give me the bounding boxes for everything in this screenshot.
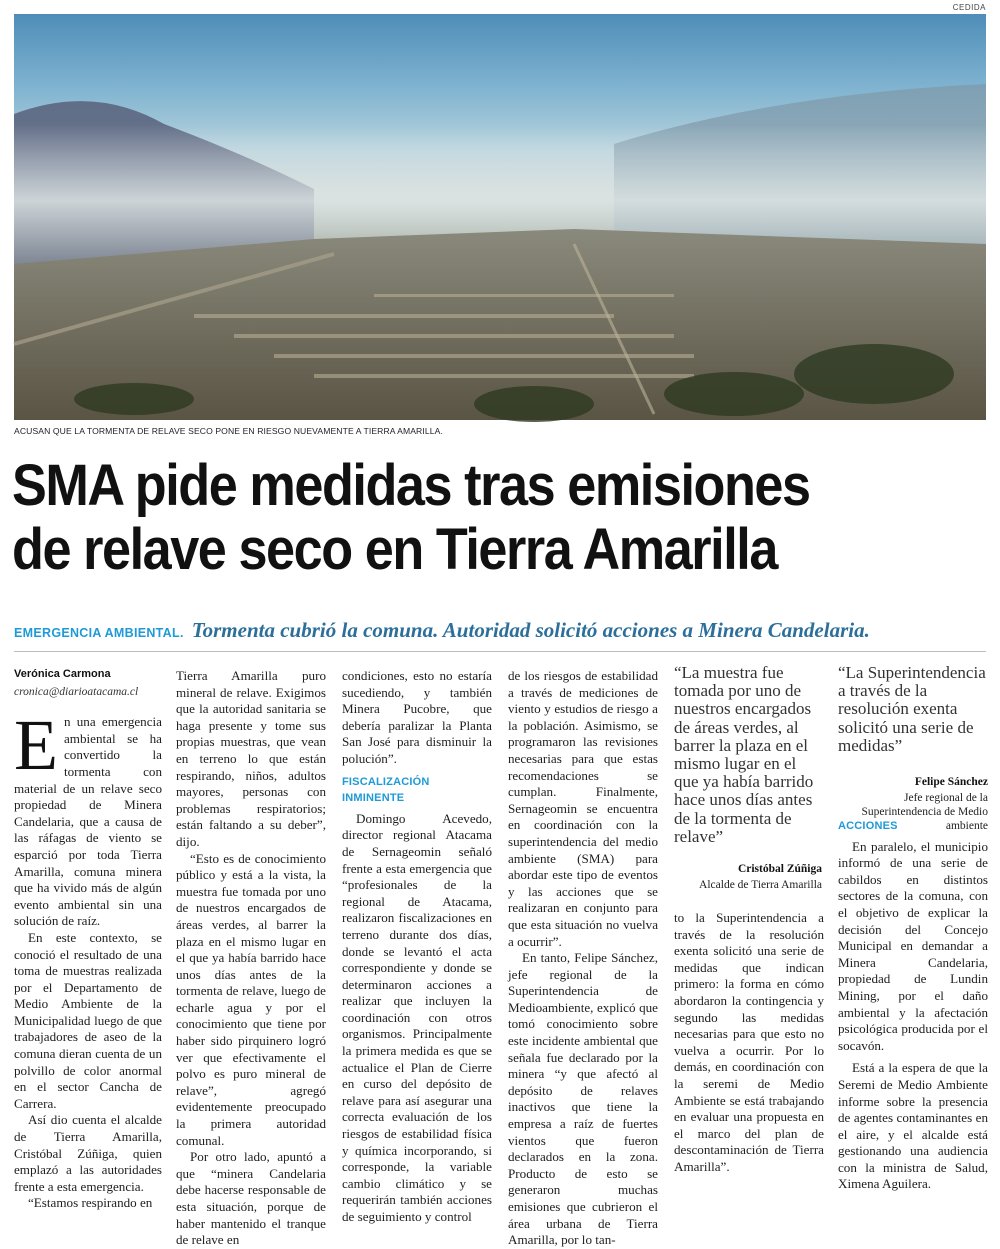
article-column-5	[674, 910, 824, 1176]
pull-quote-name: Felipe Sánchez	[914, 776, 988, 789]
paragraph: En tanto, Felipe Sánchez, jefe regional de la Superintendencia de Medioambiente, explicó que tomó conocimiento sobre este incidente ambiental que señala fue declarado por la minera “y que afectó al depósito de relaves inactivos que tiene la empresa a raíz de fuertes vientos que fueron declarados en la zona. Producto de esto se generaron muchas emisiones que cubrieron el área urbana de Tierra Amarilla, por lo tan-	[508, 950, 658, 1248]
pull-quote-zuniga	[674, 664, 822, 892]
deck-kicker: EMERGENCIA AMBIENTAL.	[14, 626, 184, 640]
paragraph: “Esto es de conocimiento público y está a la vista, la muestra fue tomada por uno de nuestros encargados de áreas verdes, al barrer la plaza en el mismo lugar en el que ya había barrido hace unos días antes de la tormenta de relave, luego de echarle agua y por el conocimiento que tiene por haber sido pirquinero logró ver que efectivamente el polvo es puro mineral de relave”, agregó evidentemente preocupado la primera autoridad comunal.	[176, 850, 326, 1148]
article-column-4	[508, 668, 658, 1249]
headline	[12, 454, 993, 582]
pull-quote-role: Jefe regional de la Superintendencia de Medio ambiente	[861, 792, 988, 833]
paragraph: Está a la espera de que la Seremi de Medio Ambiente informe sobre la presencia de agentes contaminantes en el aire, y el alcalde está gestionando una audiencia con la ministra de Salud, Ximena Aguilera.	[838, 1060, 988, 1192]
divider	[14, 651, 986, 652]
paragraph: Así dio cuenta el alcalde de Tierra Amarilla, Cristóbal Zúñiga, quien emplazó a las autoridades frente a esta emergencia.	[14, 1112, 162, 1194]
article-column-1	[14, 666, 162, 1212]
paragraph: condiciones, esto no estaría sucediendo, y también Minera Pucobre, que debería paralizar la Planta San José para disminuir la polución”.	[342, 668, 492, 766]
pull-quote-sanchez	[838, 664, 988, 833]
article-column-6	[838, 818, 988, 1193]
paragraph: Domingo Acevedo, director regional Atacama de Sernageomin señaló frente a esta emergencia que “profesionales de la regional de Atacama, realizaron fiscalizaciones en terreno durante dos días, donde se levantó el acta correspondiente y donde se determinaron acciones a realizar que incluyen la coordinación con otros organismos. Principalmente la primera medida es que se actualice el Plan de Cierre en curso del depósito de relave para así asegurar una correcta evaluación de los riesgos de estabilidad física y química incorporando, si corresponde, la variable cambio climático y se requerirán también acciones de seguimiento y control	[342, 810, 492, 1224]
photo-credit: CEDIDA	[952, 3, 986, 12]
subhead-acciones: ACCIONES	[838, 820, 898, 832]
pull-quote-text: “La muestra fue tomada por uno de nuestros encargados de áreas verdes, al barrer la plaza en el mismo lugar en el que ya había barrido hace unos días antes de la tormenta de relave”	[674, 663, 814, 846]
pull-quote-role: Alcalde de Tierra Amarilla	[699, 879, 822, 892]
paragraph: En este contexto, se conoció el resultado de una toma de muestras realizada por el Departamento de Medio Ambiente de la Municipalidad luego de que trabajadores de aseo de la comuna dieran cuenta de un polvillo de color anormal en el sector Cancha de Carrera.	[14, 929, 162, 1111]
byline-email: cronica@diarioatacama.cl	[14, 685, 139, 698]
article-column-3	[342, 668, 492, 1226]
byline-author: Verónica Carmona	[14, 668, 111, 680]
paragraph: “Estamos respirando en	[28, 1195, 153, 1211]
paragraph: En paralelo, el municipio informó de una serie de cabildos en distintos sectores de la comuna, con el objetivo de explicar la decisión del Concejo Municipal en demandar a Minera Candelaria, propiedad de Lundin Mining, por el daño ambiental y la afectación psicológica producida por el socavón.	[838, 838, 988, 1053]
deck-text: Tormenta cubrió la comuna. Autoridad solicitó acciones a Minera Candelaria.	[191, 618, 870, 642]
paragraph: to la Superintendencia a través de la resolución exenta solicitó una serie de medidas que indican primero: la forma en cómo abordaron la contingencia y segundo las medidas necesarias para que esto no vuelva a ocurrir. Por lo demás, en coordinación con la seremi de Medio Ambiente se está trabajando en evaluar una propuesta en el marco del plan de descontaminación de Tierra Amarilla”.	[674, 910, 824, 1174]
pull-quote-name: Cristóbal Zúñiga	[737, 863, 822, 876]
dropcap: E	[14, 705, 58, 786]
subhead-fiscalizacion: FISCALIZACIÓN INMINENTE	[342, 775, 430, 805]
paragraph-text: n una emergencia ambiental se ha convertido la tormenta con material de un relave seco propiedad de Minera Candelaria, que a causa de las ráfagas de viento se esparció por toda Tierra Amarilla, comuna minera que ha vivido más de algún evento ambiental sin una solución de raíz.	[14, 714, 162, 929]
deck	[14, 618, 994, 643]
article-column-2	[176, 668, 326, 1249]
headline-line-1: SMA pide medidas tras emisiones	[12, 453, 810, 518]
paragraph: Tierra Amarilla puro mineral de relave. Exigimos que la autoridad sanitaria se haga presente y tome sus propias muestras, que vean en terreno lo que están respirando, niños, adultos mayores, personas con problemas respiratorios; están faltando a su deber”, dijo.	[176, 668, 326, 849]
aerial-photo	[14, 14, 986, 420]
photo-caption: ACUSAN QUE LA TORMENTA DE RELAVE SECO PONE EN RIESGO NUEVAMENTE A TIERRA AMARILLA.	[14, 426, 443, 436]
paragraph	[14, 705, 162, 930]
paragraph: de los riesgos de estabilidad a través de mediciones de viento y estudios de riesgo a la población. Asimismo, se programaron las revisiones necesarias para que estas recomendaciones se cumplan. Finalmente, Sernageomin se encuentra en coordinación con la superintendencia del medio ambiente (SMA) para abordar este tipo de eventos y las acciones que se realizaran en conjunto para que esta situación no vuelva a ocurrir”.	[508, 668, 658, 949]
pull-quote-text: “La Superintendencia a través de la resolución exenta solicitó una serie de medidas”	[838, 663, 986, 755]
headline-line-2: de relave seco en Tierra Amarilla	[12, 517, 777, 582]
paragraph: Por otro lado, apuntó a que “minera Candelaria debe hacerse responsable de esta situación, porque de haber mantenido el tranque de relave en	[176, 1149, 326, 1248]
aerial-photo-illustration	[14, 14, 986, 420]
